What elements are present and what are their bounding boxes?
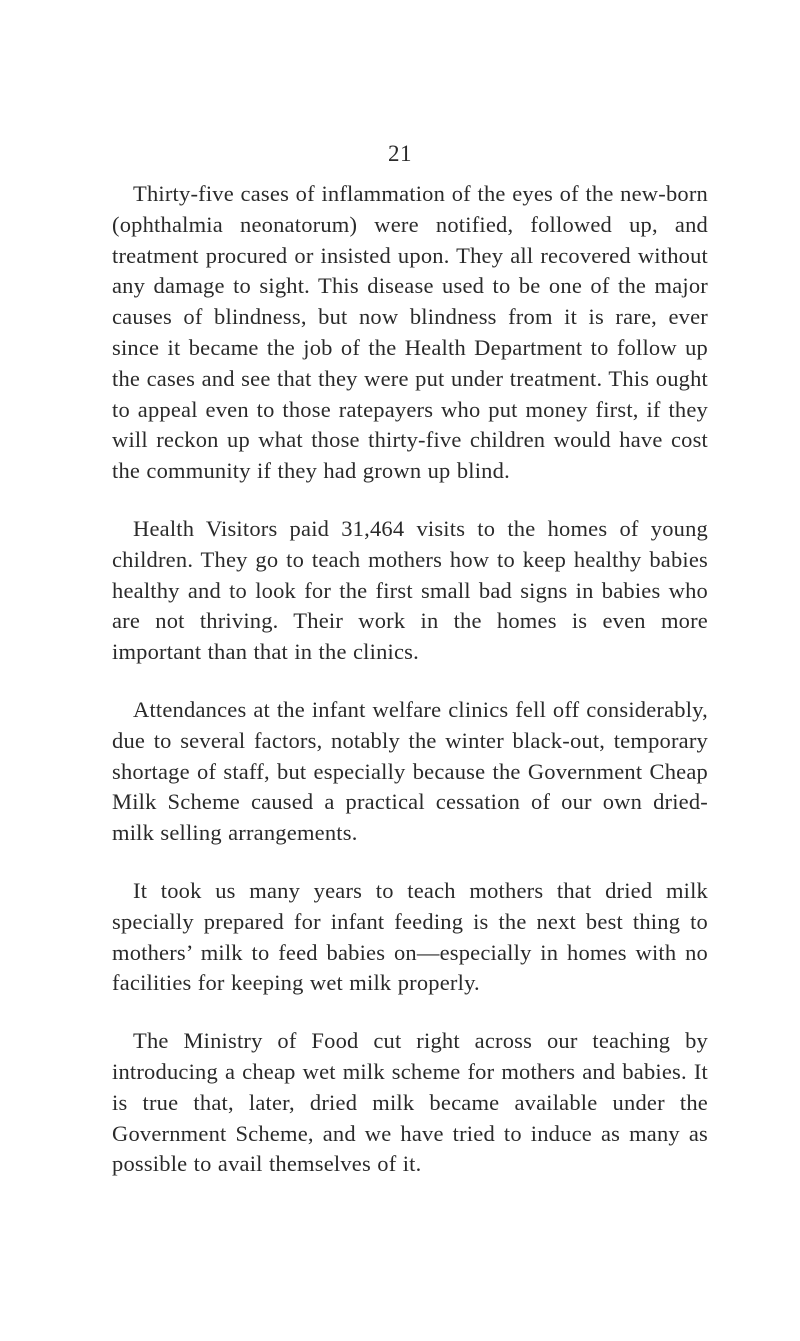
paragraph-ophthalmia: Thirty-five cases of inflammation of the eyes of the new-born (ophthalmia neonatorum) were notified, followed up, and treatment procured or insisted upon. They all recovered without any damage to sight. This disease used to be one of the major causes of blindness, but now blindness from it is rare, ever since it became the job of the Health Department to follow up the cases and see that they were put under treatment. This ought to appeal even to those ratepayers who put money first, if they will reckon up what those thirty-five children would have cost the community if they had grown up blind. xyxy=(112,181,708,484)
page-number: 21 xyxy=(388,141,412,166)
body-text xyxy=(112,179,708,1207)
paragraph-health-visitors: Health Visitors paid 31,464 visits to the homes of young children. They go to teach mothers how to keep healthy babies healthy and to look for the first small bad signs in babies who are not thriving. Their work in the homes is even more important than that in the clinics. xyxy=(112,515,708,665)
paragraph-clinic-attendances: Attendances at the infant welfare clinics fell off considerably, due to several factors, notably the winter black-out, temporary shortage of staff, but especially because the Government Cheap Milk Scheme caused a practical cessation of our own dried-milk selling arrangements. xyxy=(112,696,708,846)
paragraph-dried-milk: It took us many years to teach mothers that dried milk specially prepared for infant feeding is the next best thing to mothers’ milk to feed babies on—especially in homes with no facilities for keeping wet milk properly. xyxy=(112,877,708,996)
paragraph-ministry-of-food: The Ministry of Food cut right across our teaching by introducing a cheap wet milk scheme for mothers and babies. It is true that, later, dried milk became available under the Government Scheme, and we have tried to induce as many as possible to avail themselves of it. xyxy=(112,1028,708,1177)
